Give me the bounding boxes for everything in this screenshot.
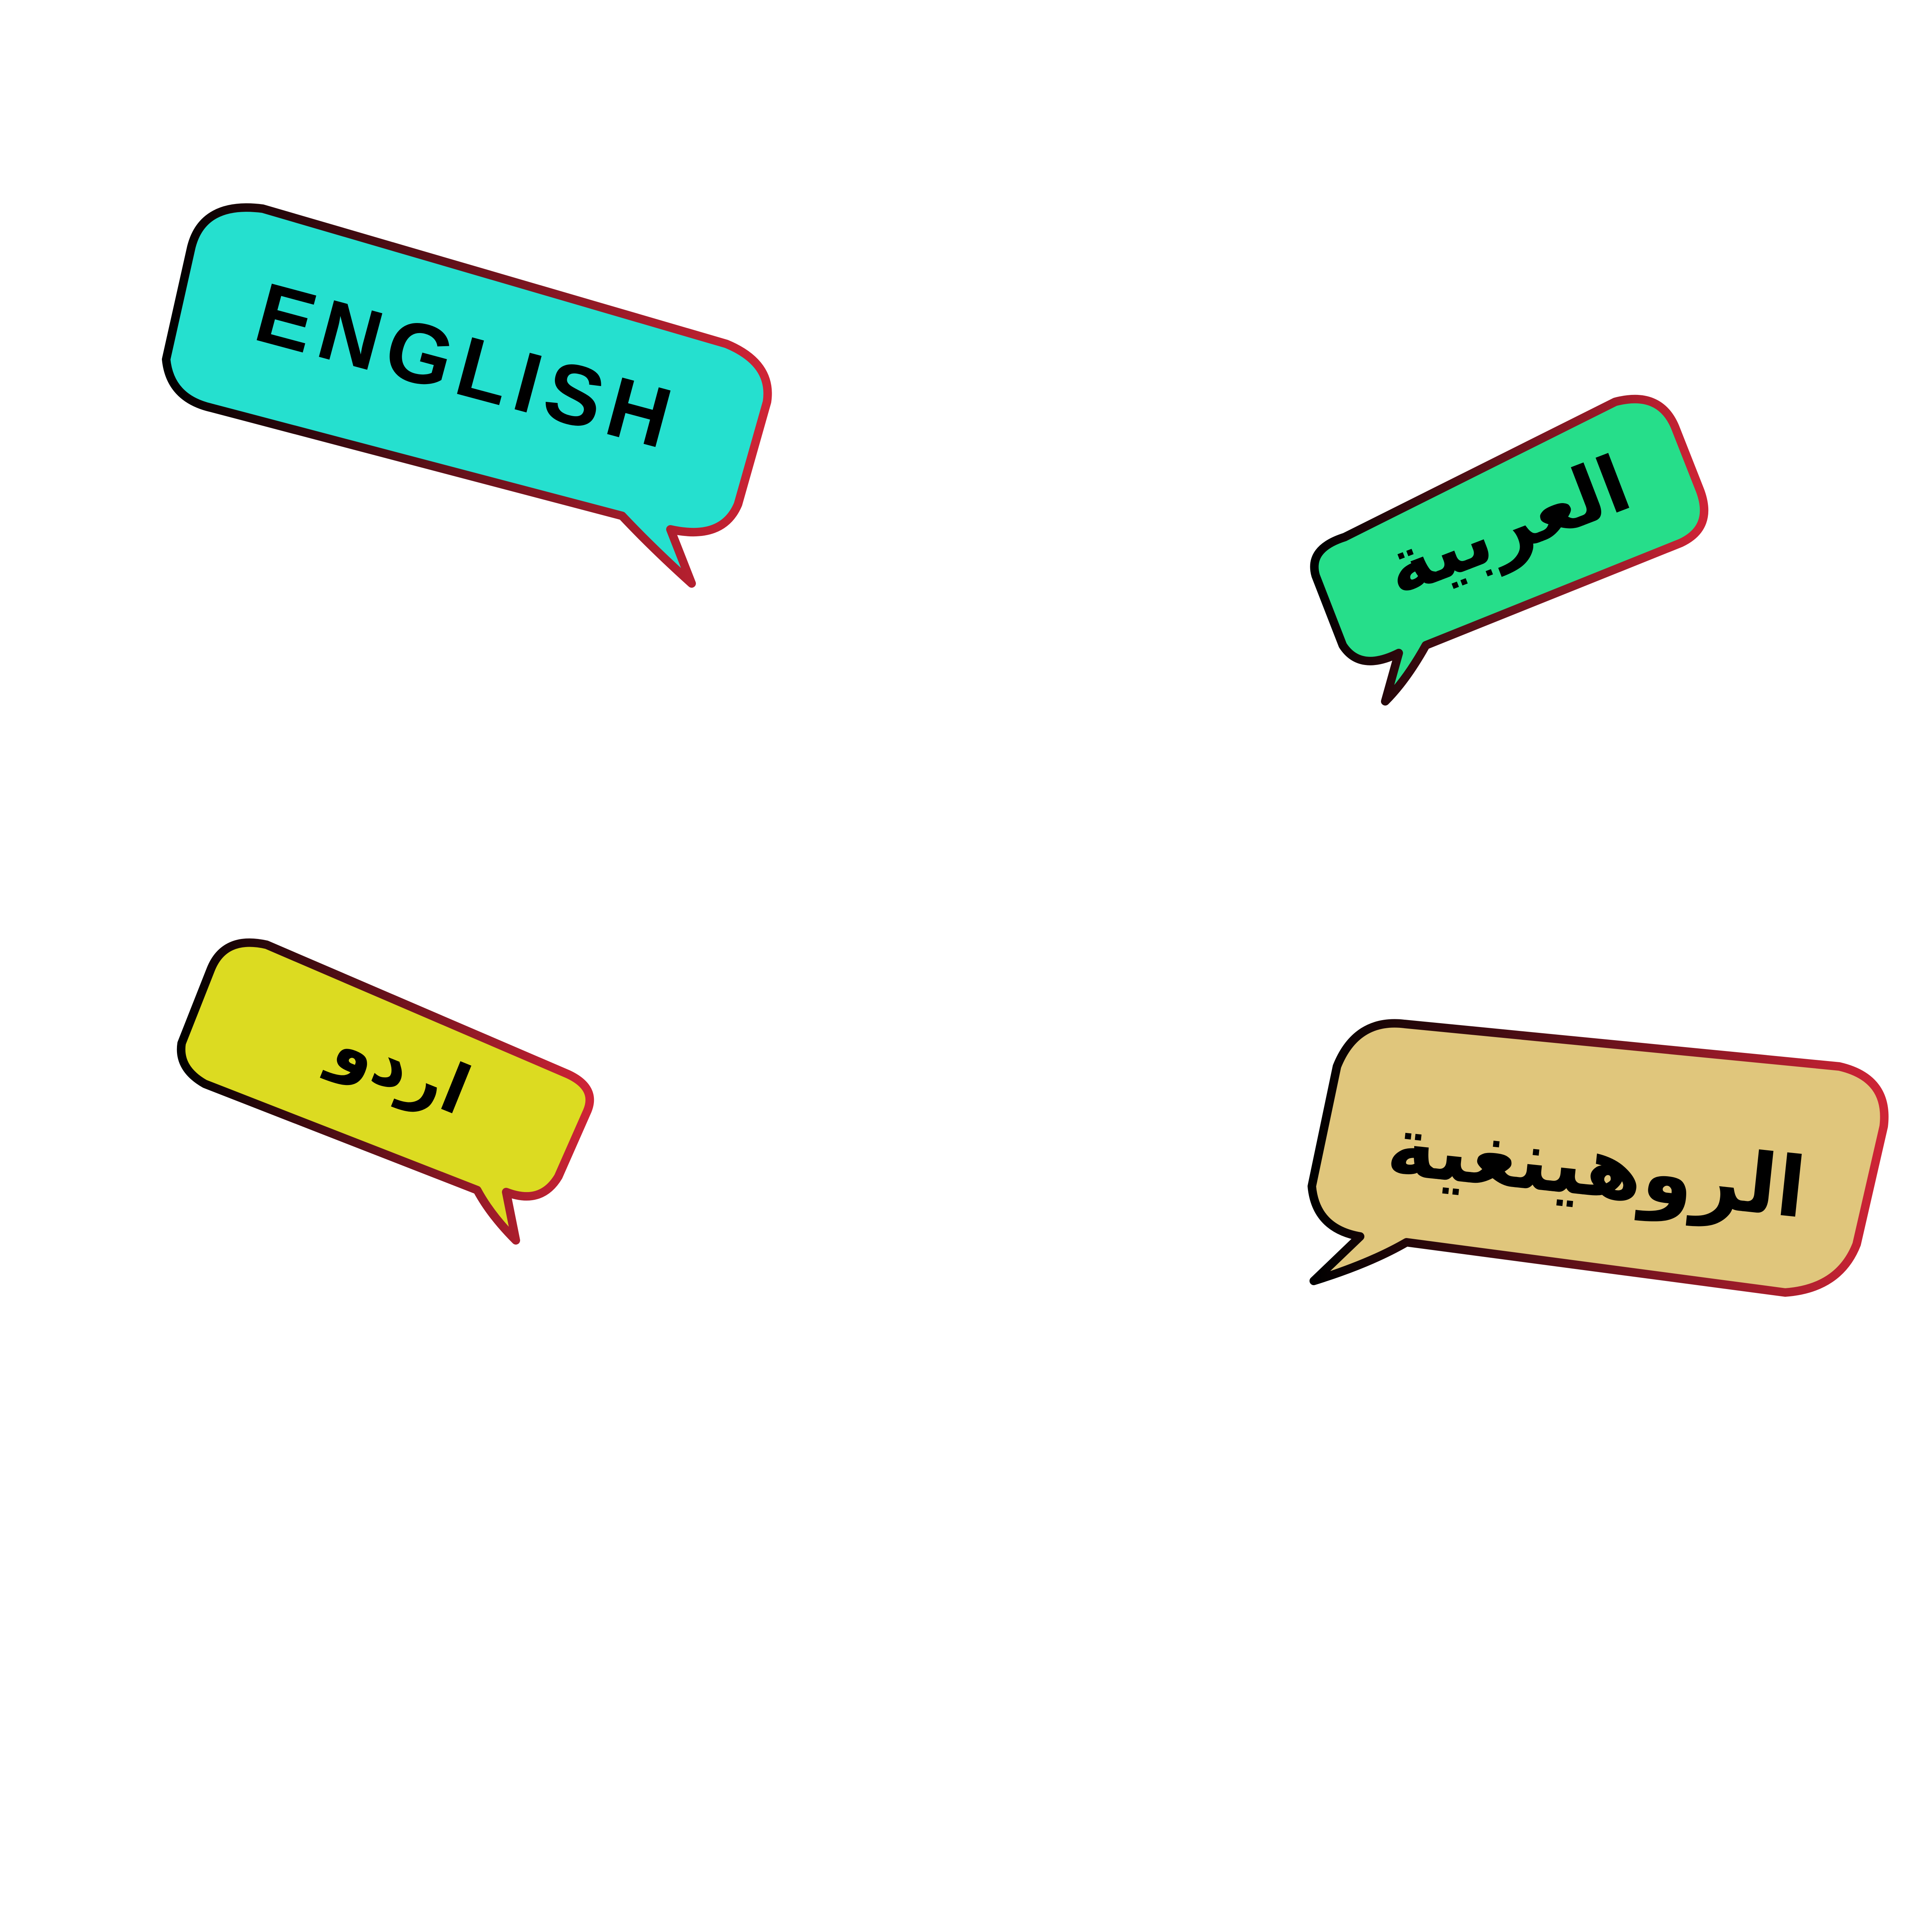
english-label: ENGLISH (246, 264, 689, 468)
arabic-label: العربية (1372, 439, 1642, 614)
urdu-label: اردو (322, 1005, 481, 1131)
rohingya-label: الروهينغية (1383, 1097, 1810, 1237)
